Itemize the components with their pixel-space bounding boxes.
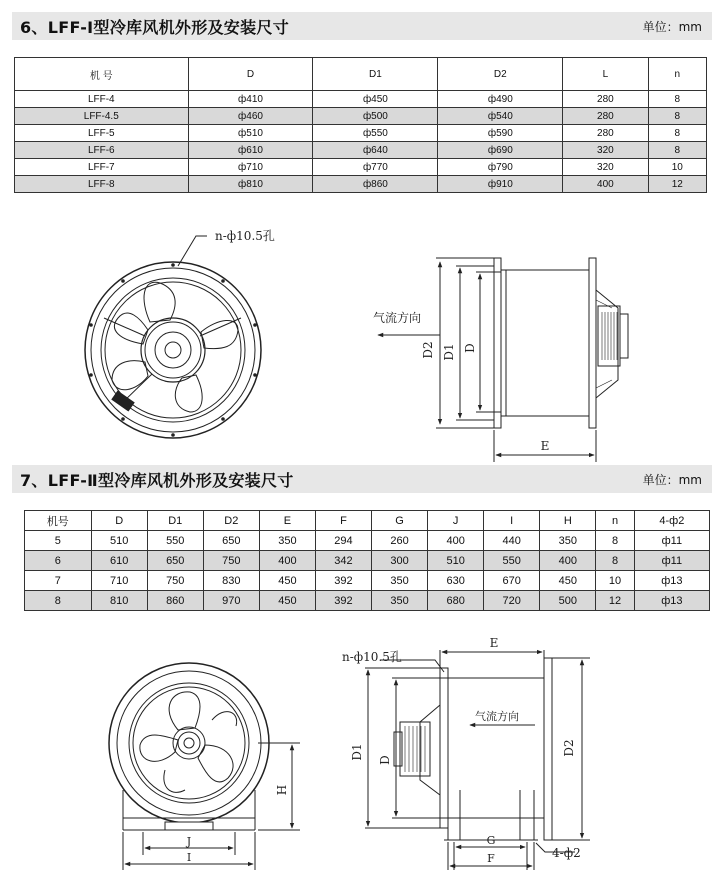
header-cell: D xyxy=(188,58,313,91)
header-cell: D1 xyxy=(313,58,438,91)
table-cell: 440 xyxy=(484,531,540,551)
table-cell: 5 xyxy=(25,531,92,551)
table-cell: 610 xyxy=(91,551,147,571)
table-cell: 10 xyxy=(596,571,634,591)
header-cell: E xyxy=(259,511,315,531)
table-cell: LFF-6 xyxy=(15,142,189,159)
table-cell: 8 xyxy=(25,591,92,611)
table-cell: 8 xyxy=(596,551,634,571)
table-cell: LFF-4 xyxy=(15,91,189,108)
table-cell: 350 xyxy=(372,591,428,611)
table-cell: 8 xyxy=(648,125,706,142)
table-cell: 710 xyxy=(91,571,147,591)
table-cell: 8 xyxy=(648,108,706,125)
table-cell: 750 xyxy=(203,551,259,571)
table-cell: LFF-4.5 xyxy=(15,108,189,125)
table-cell: ф550 xyxy=(313,125,438,142)
table-cell: 6 xyxy=(25,551,92,571)
table-cell: ф500 xyxy=(313,108,438,125)
table-cell: 260 xyxy=(372,531,428,551)
lff1-dim-d1: D1 xyxy=(442,343,456,361)
table-cell: ф450 xyxy=(313,91,438,108)
table-cell: 350 xyxy=(372,571,428,591)
lff2-hole-label: n-ф10.5孔 xyxy=(342,650,402,664)
table-cell: LFF-5 xyxy=(15,125,189,142)
table-cell: ф11 xyxy=(634,551,709,571)
header-cell: L xyxy=(563,58,648,91)
table-cell: 400 xyxy=(428,531,484,551)
table-cell: 510 xyxy=(428,551,484,571)
lff2-dim-f: F xyxy=(487,852,495,865)
header-cell: H xyxy=(540,511,596,531)
lff2-dim-j: J xyxy=(186,835,192,848)
table-cell: ф460 xyxy=(188,108,313,125)
table-cell: 392 xyxy=(315,591,371,611)
lff2-dim-d: D xyxy=(378,755,392,765)
table-cell: 450 xyxy=(540,571,596,591)
table-cell: 320 xyxy=(563,142,648,159)
table-cell: 10 xyxy=(648,159,706,176)
table-cell: 830 xyxy=(203,571,259,591)
table-cell: 280 xyxy=(563,108,648,125)
section1-title: 6、LFF-Ⅰ型冷库风机外形及安装尺寸 xyxy=(20,17,289,37)
header-cell: 4-ф2 xyxy=(634,511,709,531)
lff2-foot-hole-label: 4-ф2 xyxy=(552,846,581,860)
header-cell: 机号 xyxy=(25,511,92,531)
table-cell: 392 xyxy=(315,571,371,591)
table-cell: ф790 xyxy=(438,159,563,176)
table-cell: 12 xyxy=(648,176,706,193)
header-cell: J xyxy=(428,511,484,531)
table-cell: ф710 xyxy=(188,159,313,176)
table-cell: 350 xyxy=(540,531,596,551)
lff2-dim-i: I xyxy=(186,851,192,864)
table-cell: 400 xyxy=(259,551,315,571)
header-cell: F xyxy=(315,511,371,531)
table-cell: ф810 xyxy=(188,176,313,193)
table-cell: LFF-8 xyxy=(15,176,189,193)
table-cell: 300 xyxy=(372,551,428,571)
table-cell: 280 xyxy=(563,125,648,142)
section1-unit: 单位：mm xyxy=(642,19,702,34)
lff2-dim-d2: D2 xyxy=(562,739,576,757)
table-cell: 510 xyxy=(91,531,147,551)
table-cell: 720 xyxy=(484,591,540,611)
table-cell: 8 xyxy=(648,91,706,108)
table-cell: ф13 xyxy=(634,591,709,611)
table-cell: 8 xyxy=(596,531,634,551)
table-cell: 320 xyxy=(563,159,648,176)
table-cell: 970 xyxy=(203,591,259,611)
table-cell: 860 xyxy=(147,591,203,611)
table-cell: 810 xyxy=(91,591,147,611)
table-cell: 342 xyxy=(315,551,371,571)
lff2-dim-d1: D1 xyxy=(350,743,364,761)
header-cell: D2 xyxy=(203,511,259,531)
header-cell: D1 xyxy=(147,511,203,531)
table-cell: ф590 xyxy=(438,125,563,142)
table-cell: ф410 xyxy=(188,91,313,108)
table-cell: ф690 xyxy=(438,142,563,159)
table-cell: 450 xyxy=(259,571,315,591)
table-cell: 680 xyxy=(428,591,484,611)
lff1-dim-e: E xyxy=(540,439,550,453)
table-cell: ф910 xyxy=(438,176,563,193)
table-cell: 500 xyxy=(540,591,596,611)
table-cell: ф510 xyxy=(188,125,313,142)
table-cell: ф610 xyxy=(188,142,313,159)
lff2-dim-g: G xyxy=(486,834,496,847)
table-cell: 630 xyxy=(428,571,484,591)
header-cell: I xyxy=(484,511,540,531)
lff1-dim-d2: D2 xyxy=(421,341,435,359)
lff2-side-view xyxy=(365,650,590,870)
table-cell: 750 xyxy=(147,571,203,591)
table-cell: 650 xyxy=(147,551,203,571)
table-cell: ф540 xyxy=(438,108,563,125)
section2-title: 7、LFF-Ⅱ型冷库风机外形及安装尺寸 xyxy=(20,470,294,490)
lff2-dim-h: H xyxy=(275,784,289,796)
table-cell: 650 xyxy=(203,531,259,551)
lff1-airflow-label: 气流方向 xyxy=(373,311,422,325)
lff2-front-view xyxy=(109,663,300,870)
table-cell: LFF-7 xyxy=(15,159,189,176)
lff2-dim-e: E xyxy=(489,636,499,650)
section2-unit: 单位：mm xyxy=(642,472,702,487)
table-cell: 294 xyxy=(315,531,371,551)
lff2-airflow-label: 气流方向 xyxy=(475,710,519,723)
header-cell: n xyxy=(648,58,706,91)
table-cell: ф11 xyxy=(634,531,709,551)
table-cell: 8 xyxy=(648,142,706,159)
table-cell: 670 xyxy=(484,571,540,591)
table-cell: 400 xyxy=(563,176,648,193)
table-cell: 550 xyxy=(147,531,203,551)
header-cell: G xyxy=(372,511,428,531)
table-cell: 280 xyxy=(563,91,648,108)
table-cell: 350 xyxy=(259,531,315,551)
header-cell: D xyxy=(91,511,147,531)
header-cell: D2 xyxy=(438,58,563,91)
table-cell: 450 xyxy=(259,591,315,611)
header-cell: n xyxy=(596,511,634,531)
lff1-hole-label: n-ф10.5孔 xyxy=(215,229,275,243)
lff1-front-view xyxy=(85,236,261,438)
table-cell: ф13 xyxy=(634,571,709,591)
table-cell: ф490 xyxy=(438,91,563,108)
table-cell: ф640 xyxy=(313,142,438,159)
table-cell: 12 xyxy=(596,591,634,611)
table-cell: 550 xyxy=(484,551,540,571)
table-cell: 7 xyxy=(25,571,92,591)
header-cell: 机 号 xyxy=(15,58,189,91)
lff1-dim-d: D xyxy=(463,343,477,353)
table-cell: ф770 xyxy=(313,159,438,176)
table-cell: ф860 xyxy=(313,176,438,193)
lff1-side-view xyxy=(378,258,628,462)
table-cell: 400 xyxy=(540,551,596,571)
